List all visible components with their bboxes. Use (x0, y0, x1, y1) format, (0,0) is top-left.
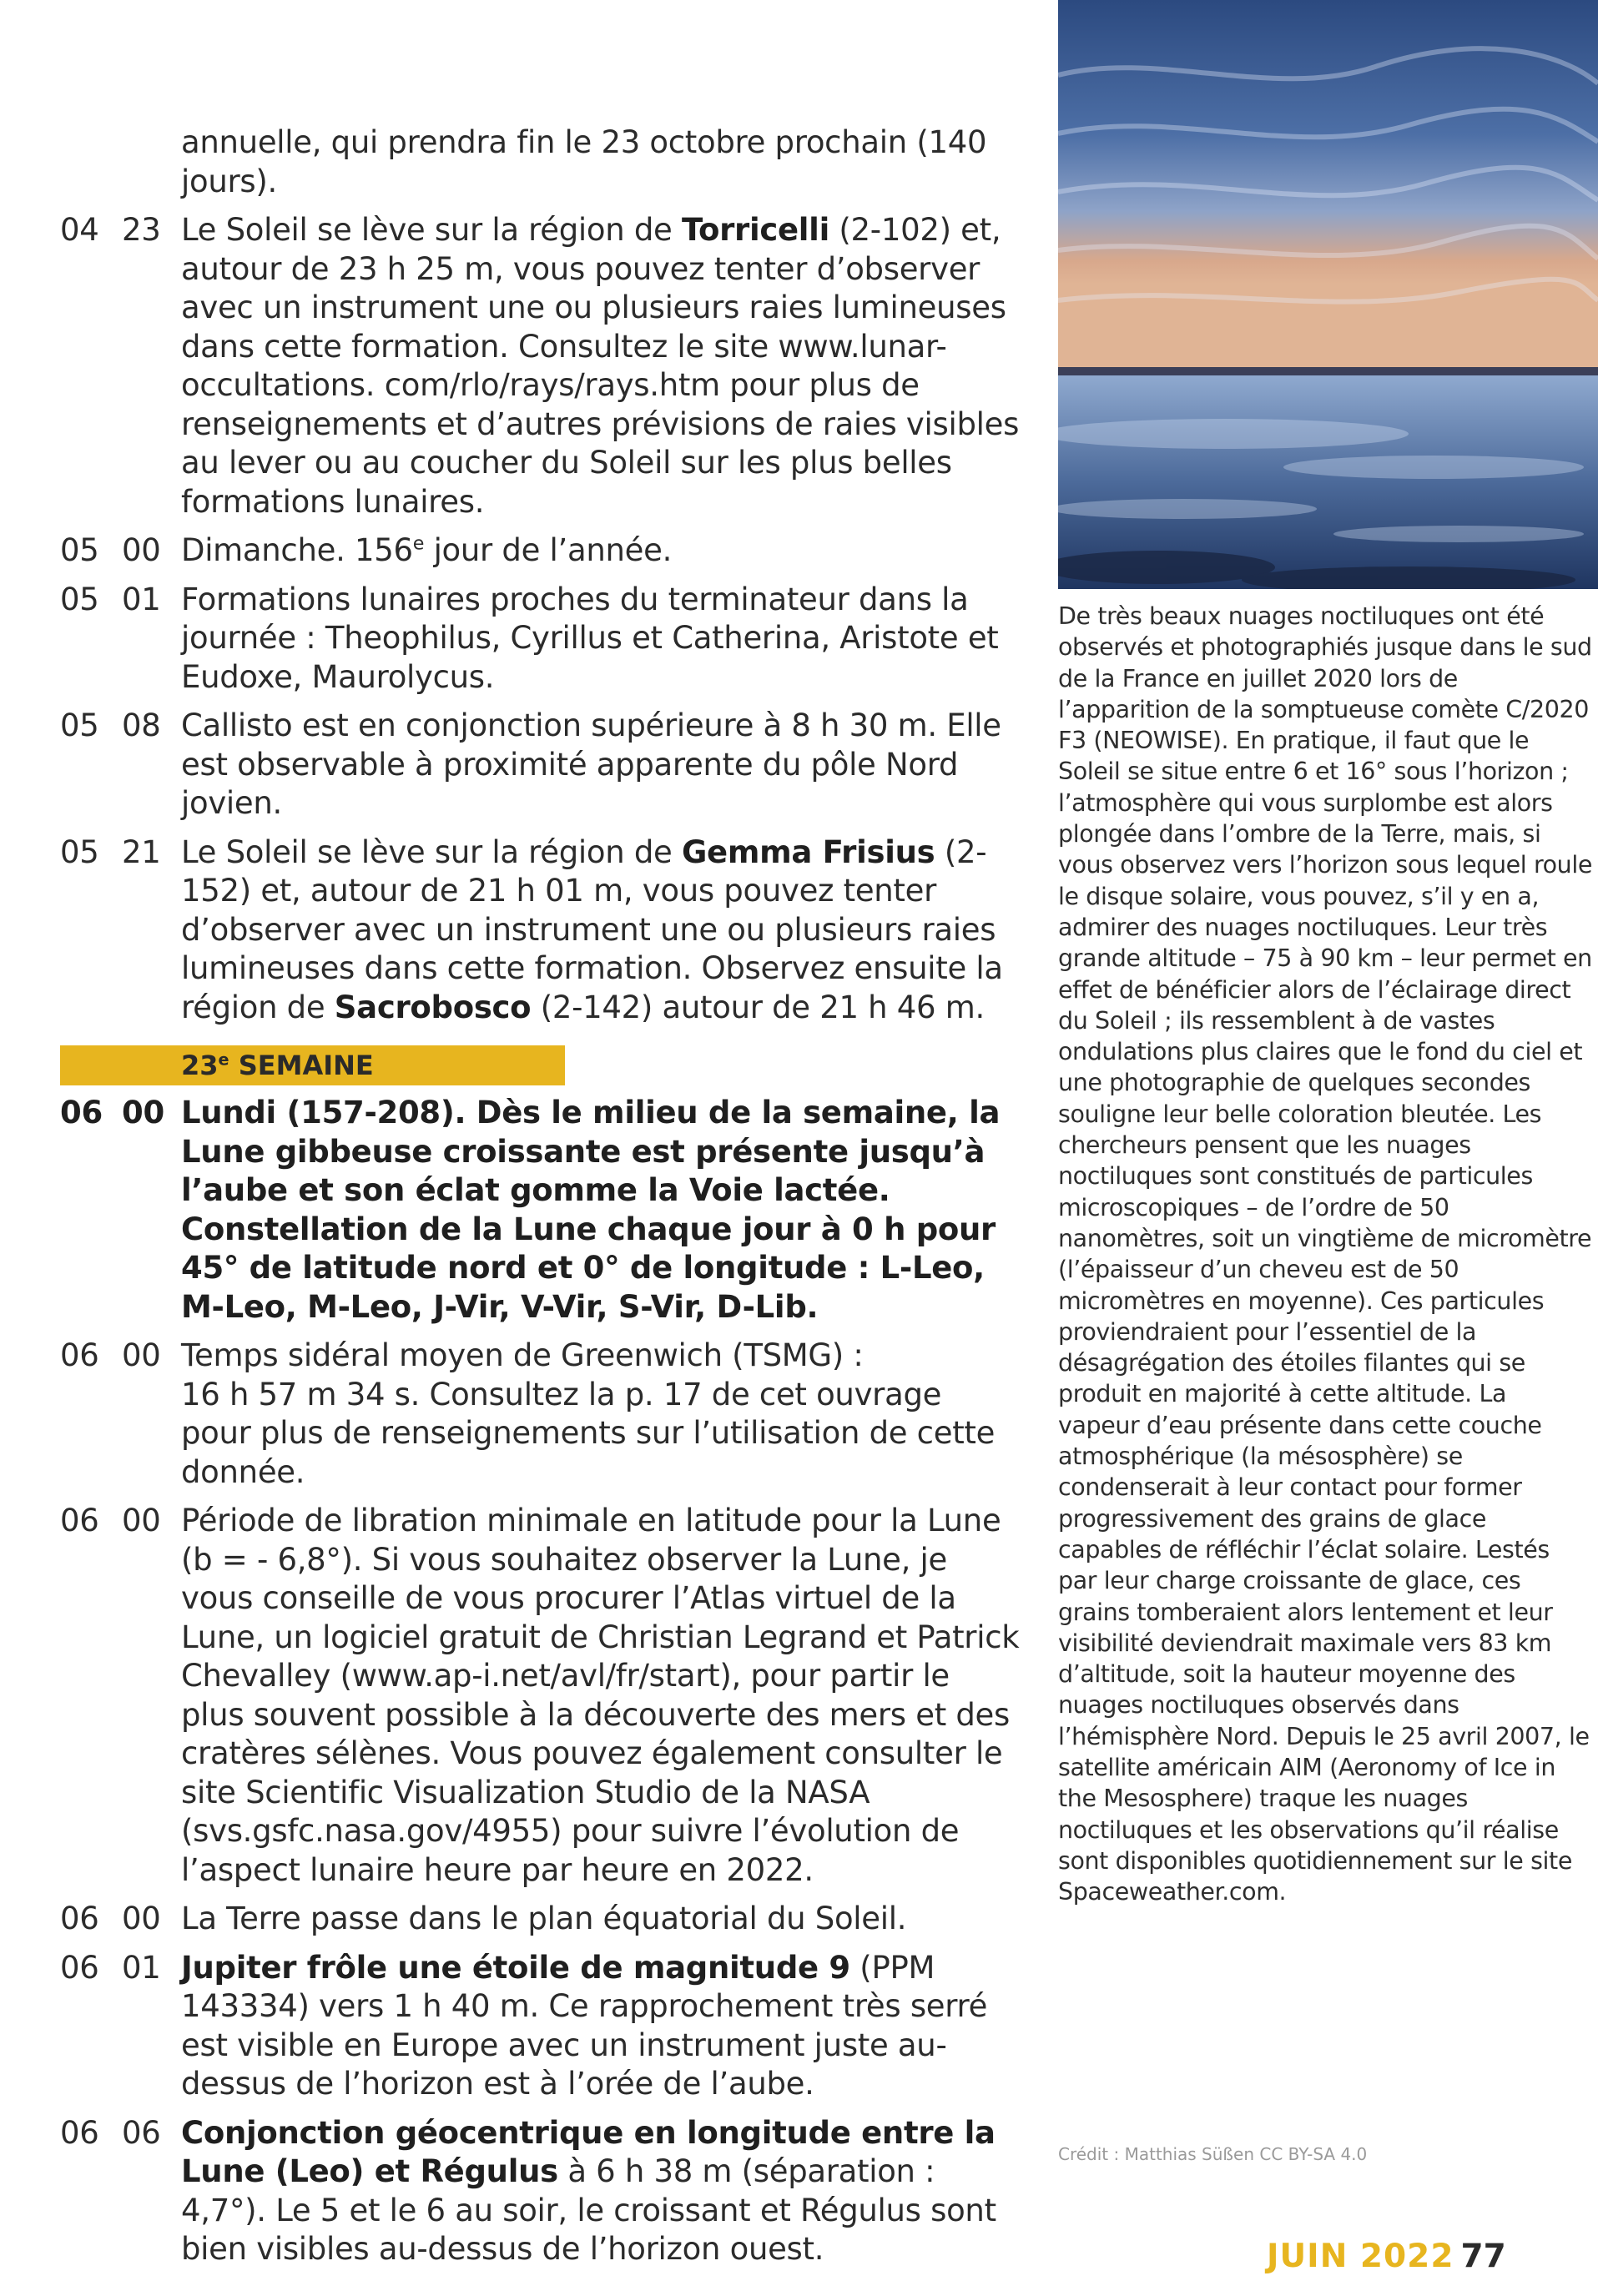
entry-day: 06 (60, 1503, 99, 1538)
week-header (60, 1045, 565, 1085)
entry-day: 06 (60, 1337, 99, 1373)
ephemeris-entry (60, 2114, 1020, 2269)
ephemeris-entry (60, 1337, 1020, 1492)
ephemeris-entry (60, 707, 1020, 823)
entry-text: Le Soleil se lève sur la région de Gemma Frisius (2-152) et, autour de 21 h 01 m, vous pouvez tenter d’observer avec un instrument une ou plusieurs raies lumineuses dans cette formation. Observez ensuite la région de Sacrobosco (2-142) autour de 21 h 46 m. (181, 833, 1003, 1025)
entry-text: Conjonction géocentrique en longitude entre la Lune (Leo) et Régulus à 6 h 38 m (séparation : 4,7°). Le 5 et le 6 au soir, le croissant et Régulus sont bien visibles au-dessus de l’horizon ouest. (181, 2114, 996, 2267)
entry-day: 06 (60, 1901, 99, 1936)
entry-hour: 00 (122, 1337, 161, 1373)
entry-hour: 06 (122, 2114, 161, 2151)
ephemeris-entry (60, 1949, 1020, 2104)
entry-hour: 01 (122, 1949, 161, 1986)
entry-hour: 01 (122, 581, 161, 617)
entries-top (60, 123, 1020, 1027)
entry-day: 05 (60, 532, 99, 568)
noctilucent-clouds-photo (1058, 0, 1598, 589)
entry-day: 04 (60, 212, 99, 248)
entry-text: Période de libration minimale en latitude pour la Lune (b = - 6,8°). Si vous souhaitez observer la Lune, je vous conseille de vous procurer l’Atlas virtuel de la Lune, un logiciel gratuit de Christian Legrand et Patrick Chevalley (www.ap-i.net/avl/fr/start), pour partir le plus souvent possible à la découverte des mers et des cratères sélènes. Vous pouvez également consulter le site Scientific Visualization Studio de la NASA (svs.gsfc.nasa.gov/4955) pour suivre l’évolution de l’aspect lunaire heure par heure en 2022. (181, 1503, 1020, 1888)
entry-hour: 00 (122, 1095, 164, 1130)
entry-day: 05 (60, 707, 99, 743)
entry-hour: 00 (122, 1503, 161, 1538)
entry-day: 06 (60, 1949, 99, 1986)
entry-hour: 08 (122, 707, 161, 743)
entry-text: Lundi (157-208). Dès le milieu de la semaine, la Lune gibbeuse croissante est présente jusqu’à l’aube et son éclat gomme la Voie lactée. Constellation de la Lune chaque jour à 0 h pour 45° de latitude nord et 0° de longitude : L-Leo, M-Leo, M-Leo, J-Vir, V-Vir, S-Vir, D-Lib. (181, 1095, 1001, 1325)
entries-bottom (60, 1094, 1020, 2269)
photo-credit: Crédit : Matthias Süßen CC BY-SA 4.0 (1058, 2144, 1368, 2164)
entry-hour: 00 (122, 1901, 161, 1936)
entry-day: 05 (60, 581, 99, 617)
entry-day: 06 (60, 1095, 103, 1130)
week-label: 23e SEMAINE (181, 1050, 374, 1081)
entry-day: 05 (60, 833, 99, 870)
entry-day: 06 (60, 2114, 99, 2151)
entry-text: Dimanche. 156e jour de l’année. (181, 532, 673, 568)
entry-text: Formations lunaires proches du terminateur dans la journée : Theophilus, Cyrillus et Catherina, Aristote et Eudoxe, Maurolycus. (181, 581, 999, 695)
entry-text: Callisto est en conjonction supérieure à 8 h 30 m. Elle est observable à proximité apparente du pôle Nord jovien. (181, 707, 1001, 821)
entry-hour: 23 (122, 212, 161, 248)
ephemeris-column (60, 123, 1020, 2279)
ephemeris-entry (60, 211, 1020, 521)
ephemeris-entry (60, 833, 1020, 1028)
ephemeris-entry (60, 123, 1020, 201)
ephemeris-entry (60, 1094, 1020, 1327)
entry-text: La Terre passe dans le plan équatorial du Soleil. (181, 1901, 907, 1936)
footer-month: JUIN 2022 (1267, 2238, 1454, 2275)
page-number: 77 (1460, 2238, 1506, 2275)
ephemeris-entry (60, 1502, 1020, 1890)
entry-text: Jupiter frôle une étoile de magnitude 9 (PPM 143334) vers 1 h 40 m. Ce rapprochement très serré est visible en Europe avec un instrument juste au-dessus de l’horizon est à l’orée de l’aube. (181, 1949, 988, 2102)
ephemeris-entry (60, 581, 1020, 697)
ephemeris-entry (60, 1900, 1020, 1939)
page-footer (1267, 2238, 1506, 2275)
entry-hour: 21 (122, 833, 161, 870)
entry-hour: 00 (122, 532, 161, 568)
entry-text: Le Soleil se lève sur la région de Torricelli (2-102) et, autour de 23 h 25 m, vous pouvez tenter d’observer avec un instrument une ou plusieurs raies lumineuses dans cette formation. Consultez le site www.lunar-occultations. com/rlo/rays/rays.htm pour plus de renseignements et d’autres prévisions de raies visibles au lever ou au coucher du Soleil sur les plus belles formations lunaires. (181, 212, 1020, 520)
entry-text: Temps sidéral moyen de Greenwich (TSMG) : 16 h 57 m 34 s. Consultez la p. 17 de cet ouvrage pour plus de renseignements sur l’utilisation de cette donnée. (181, 1337, 996, 1490)
entry-text: annuelle, qui prendra fin le 23 octobre prochain (140 jours). (181, 124, 987, 199)
sidebar-caption: De très beaux nuages noctiluques ont été observés et photographiés jusque dans le sud de la France en juillet 2020 lors de l’apparition de la somptueuse comète C/2020 F3 (NEOWISE). En pratique, il faut que le Soleil se situe entre 6 et 16° sous l’horizon ; l’atmosphère qui vous surplombe est alors plongée dans l’ombre de la Terre, mais, si vous observez vers l’horizon sous lequel roule le disque solaire, vous pouvez, s’il y en a, admirer des nuages noctiluques. Leur très grande altitude – 75 à 90 km – leur permet en effet de bénéficier alors de l’éclairage direct du Soleil ; ils ressemblent à de vastes ondulations plus claires que le fond du ciel et une photographie de quelques secondes souligne leur belle coloration bleutée. Les chercheurs pensent que les nuages noctiluques sont constitués de particules microscopiques – de l’ordre de 50 nanomètres, soit un vingtième de micromètre (l’épaisseur d’un cheveu est de 50 micromètres en moyenne). Ces particules proviendraient pour l’essentiel de la désagrégation des étoiles filantes qui se produit en majorité à cette altitude. La vapeur d’eau présente dans cette couche atmosphérique (la mésosphère) se condenserait à leur contact pour former progressivement des grains de glace capables de réfléchir l’éclat solaire. Lestés par leur charge croissante de glace, ces grains tomberaient alors lentement et leur visibilité deviendrait maximale vers 83 km d’altitude, soit la hauteur moyenne des nuages noctiluques observés dans l’hémisphère Nord. Depuis le 25 avril 2007, le satellite américain AIM (Aeronomy of Ice in the Mesosphere) traque les nuages noctiluques et les observations qu’il réalise sont disponibles quotidiennement sur le site Spaceweather.com. (1058, 602, 1592, 1906)
ephemeris-entry (60, 531, 1020, 571)
